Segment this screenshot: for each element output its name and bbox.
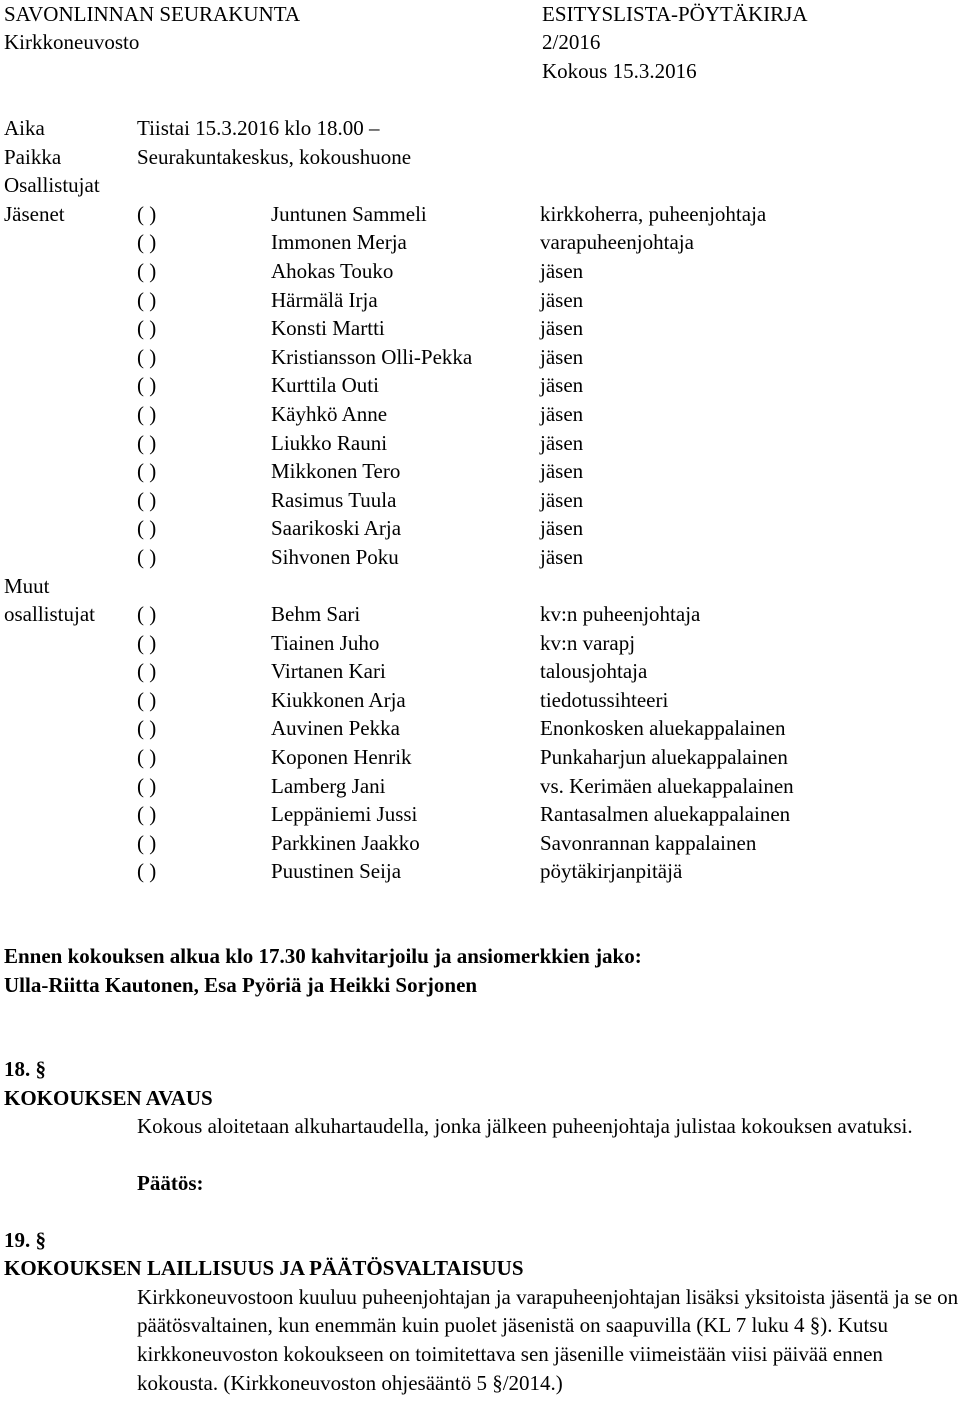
participant-row — [4, 857, 960, 886]
attendance-checkbox: ( ) — [137, 745, 157, 770]
participant-role: Enonkosken aluekappalainen — [540, 716, 786, 741]
participant-name: Härmälä Irja — [271, 287, 378, 312]
participant-role: jäsen — [540, 373, 584, 398]
participant-name: Ahokas Touko — [271, 258, 394, 283]
participant-row — [4, 714, 960, 743]
participant-role: jäsen — [540, 344, 584, 369]
participant-role: jäsen — [540, 430, 584, 455]
document-type: ESITYSLISTA-PÖYTÄKIRJA — [542, 2, 808, 26]
participant-name: Parkkinen Jaakko — [271, 830, 420, 855]
group-label: Jäsenet — [4, 201, 65, 226]
other-participants-list — [4, 600, 960, 886]
participant-role: kv:n varapj — [540, 630, 636, 655]
attendance-checkbox: ( ) — [137, 773, 157, 798]
participant-role: varapuheenjohtaja — [540, 230, 694, 255]
members-list — [4, 200, 960, 572]
attendance-checkbox: ( ) — [137, 487, 157, 512]
attendance-checkbox: ( ) — [137, 459, 157, 484]
decision-label: Päätös: — [137, 1171, 204, 1195]
attendance-checkbox: ( ) — [137, 716, 157, 741]
participant-role: kv:n puheenjohtaja — [540, 602, 701, 627]
participant-name: Kristiansson Olli-Pekka — [271, 344, 473, 369]
participant-row — [4, 600, 960, 629]
attendance-checkbox: ( ) — [137, 258, 157, 283]
participant-role: jäsen — [540, 287, 584, 312]
participant-row — [4, 800, 960, 829]
participant-row — [4, 629, 960, 658]
agenda-section-19 — [4, 1226, 960, 1398]
time-label: Aika — [4, 116, 45, 140]
place-value: Seurakuntakeskus, kokoushuone — [137, 144, 412, 169]
participant-role: jäsen — [540, 401, 584, 426]
attendance-checkbox: ( ) — [137, 602, 157, 627]
participant-name: Käyhkö Anne — [271, 401, 388, 426]
others-heading-row — [4, 572, 960, 601]
participant-role: Savonrannan kappalainen — [540, 830, 757, 855]
section-number: 19. § — [4, 1227, 46, 1252]
participant-row — [4, 343, 960, 372]
participant-role: jäsen — [540, 487, 584, 512]
participant-name: Leppäniemi Jussi — [271, 802, 418, 827]
attendance-checkbox: ( ) — [137, 344, 157, 369]
participant-name: Virtanen Kari — [271, 659, 386, 684]
participant-role: talousjohtaja — [540, 659, 648, 684]
participant-row — [4, 228, 960, 257]
agenda-section-18 — [4, 1055, 960, 1197]
attendance-checkbox: ( ) — [137, 316, 157, 341]
participant-row — [4, 371, 960, 400]
participant-name: Rasimus Tuula — [271, 487, 397, 512]
participant-row — [4, 486, 960, 515]
time-value: Tiistai 15.3.2016 klo 18.00 – — [137, 116, 380, 140]
participant-name: Liukko Rauni — [271, 430, 388, 455]
time-row — [4, 114, 960, 143]
meeting-date: Kokous 15.3.2016 — [542, 59, 697, 83]
participant-role: Punkaharjun aluekappalainen — [540, 745, 788, 770]
participant-row — [4, 429, 960, 458]
participant-name: Kiukkonen Arja — [271, 687, 406, 712]
participant-row — [4, 257, 960, 286]
participant-row — [4, 543, 960, 572]
participant-row — [4, 286, 960, 315]
participant-name: Saarikoski Arja — [271, 516, 402, 541]
pre-meeting-note-line2: Ulla-Riitta Kautonen, Esa Pyöriä ja Heikki Sorjonen — [4, 972, 478, 997]
participant-name: Immonen Merja — [271, 230, 407, 255]
participant-row — [4, 200, 960, 229]
participant-name: Puustinen Seija — [271, 859, 402, 884]
governing-body-name: Kirkkoneuvosto — [4, 30, 140, 54]
participant-role: jäsen — [540, 258, 584, 283]
participant-name: Auvinen Pekka — [271, 716, 400, 741]
participant-row — [4, 829, 960, 858]
section-body: Kokous aloitetaan alkuhartaudella, jonka jälkeen puheenjohtaja julistaa kokouksen avatuksi. — [137, 1114, 913, 1139]
participant-row — [4, 657, 960, 686]
section-title: KOKOUKSEN AVAUS — [4, 1085, 213, 1110]
participant-name: Konsti Martti — [271, 316, 385, 341]
participant-role: jäsen — [540, 459, 584, 484]
participants-label: Osallistujat — [4, 173, 100, 198]
participant-row — [4, 457, 960, 486]
participants-row — [4, 171, 960, 200]
participant-name: Lamberg Jani — [271, 773, 386, 798]
section-title: KOKOUKSEN LAILLISUUS JA PÄÄTÖSVALTAISUUS — [4, 1256, 524, 1281]
agenda-document — [4, 0, 960, 1397]
participant-row — [4, 400, 960, 429]
attendance-checkbox: ( ) — [137, 859, 157, 884]
participant-role: jäsen — [540, 316, 584, 341]
attendance-checkbox: ( ) — [137, 544, 157, 569]
attendance-checkbox: ( ) — [137, 401, 157, 426]
attendance-checkbox: ( ) — [137, 230, 157, 255]
attendance-checkbox: ( ) — [137, 373, 157, 398]
pre-meeting-note — [4, 942, 960, 999]
participant-role: jäsen — [540, 516, 584, 541]
participant-role: vs. Kerimäen aluekappalainen — [540, 773, 794, 798]
participant-name: Kurttila Outi — [271, 373, 379, 398]
group-label: osallistujat — [4, 602, 95, 627]
participant-role: jäsen — [540, 544, 584, 569]
participant-row — [4, 514, 960, 543]
participant-row — [4, 772, 960, 801]
participant-row — [4, 743, 960, 772]
participant-role: Rantasalmen aluekappalainen — [540, 802, 791, 827]
attendance-checkbox: ( ) — [137, 287, 157, 312]
participant-role: kirkkoherra, puheenjohtaja — [540, 201, 767, 226]
attendance-checkbox: ( ) — [137, 802, 157, 827]
attendance-checkbox: ( ) — [137, 830, 157, 855]
attendance-checkbox: ( ) — [137, 630, 157, 655]
place-label: Paikka — [4, 144, 62, 169]
participant-name: Tiainen Juho — [271, 630, 380, 655]
participant-row — [4, 314, 960, 343]
section-body: Kirkkoneuvostoon kuuluu puheenjohtajan ja varapuheenjohtajan lisäksi yksitoista jäsentä ja se on päätösvaltainen, kun enemmän kuin puolet jäsenistä on saapuvilla (KL 7 luku 4 §). Kutsu kirkkoneuvoston kokoukseen on toimitettava sen jäsenille viimeistään viisi päivää ennen kokousta. (Kirkkoneuvoston ohjesääntö 5 §/2014.) — [137, 1284, 959, 1395]
attendance-checkbox: ( ) — [137, 687, 157, 712]
attendance-checkbox: ( ) — [137, 516, 157, 541]
participant-name: Juntunen Sammeli — [271, 201, 427, 226]
document-header — [4, 0, 960, 86]
others-label-line1: Muut — [4, 573, 50, 598]
attendance-checkbox: ( ) — [137, 659, 157, 684]
participant-role: tiedotussihteeri — [540, 687, 669, 712]
section-number: 18. § — [4, 1057, 46, 1082]
participant-name: Sihvonen Poku — [271, 544, 399, 569]
participant-name: Behm Sari — [271, 602, 361, 627]
document-number: 2/2016 — [542, 30, 601, 54]
participant-row — [4, 686, 960, 715]
organization-name: SAVONLINNAN SEURAKUNTA — [4, 2, 301, 26]
pre-meeting-note-line1: Ennen kokouksen alkua klo 17.30 kahvitarjoilu ja ansiomerkkien jako: — [4, 944, 642, 969]
participant-name: Koponen Henrik — [271, 745, 412, 770]
attendance-checkbox: ( ) — [137, 430, 157, 455]
attendance-checkbox: ( ) — [137, 201, 157, 226]
place-row — [4, 143, 960, 172]
participant-name: Mikkonen Tero — [271, 459, 401, 484]
participant-role: pöytäkirjanpitäjä — [540, 859, 683, 884]
